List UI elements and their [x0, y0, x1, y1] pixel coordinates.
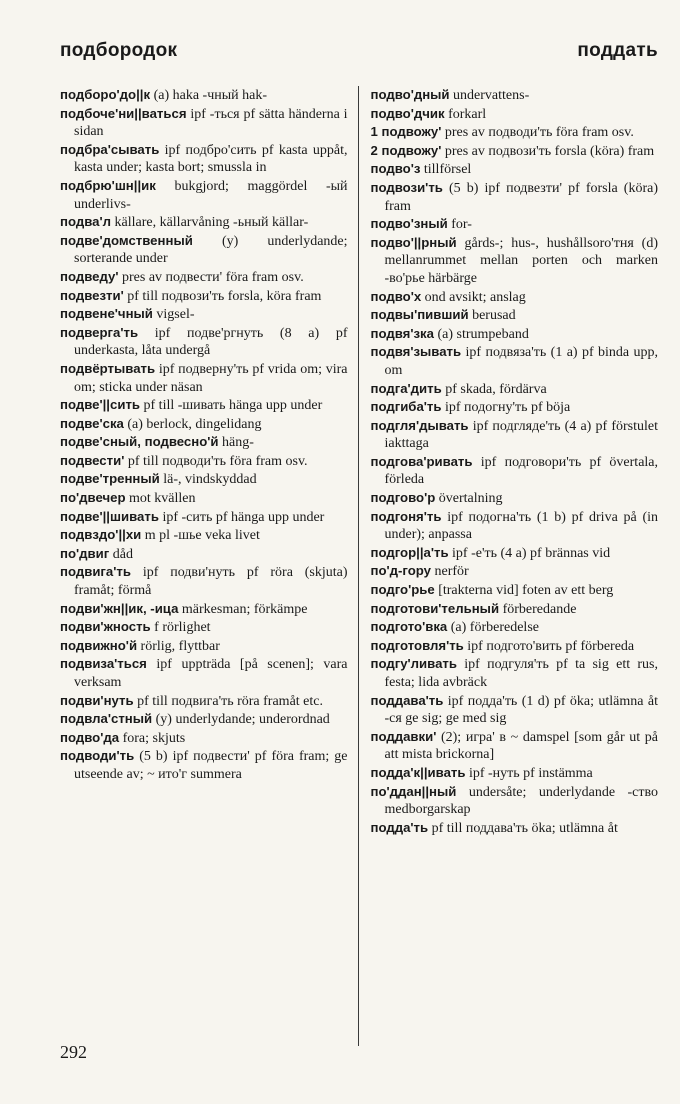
entry-definition: (a) förberedelse	[450, 620, 539, 636]
dictionary-entry	[370, 692, 658, 728]
dictionary-entry	[370, 160, 658, 179]
dictionary-entry	[60, 433, 348, 452]
dictionary-columns	[60, 86, 658, 1046]
entry-definition: pf till -шивать hänga upp under	[143, 398, 323, 414]
entry-definition: pf till подвига'ть röra framåt etc.	[137, 693, 323, 709]
entry-headword: подва'л	[60, 214, 111, 230]
dictionary-entry	[370, 783, 658, 819]
entry-headword: подгото'вка	[370, 619, 448, 635]
dictionary-entry	[60, 489, 348, 508]
dictionary-entry	[60, 305, 348, 324]
entry-definition: m pl -шье veka livet	[144, 528, 260, 544]
entry-definition: pf till подвози'ть forsla, köra fram	[127, 288, 322, 304]
entry-headword: подвла'стный	[60, 711, 153, 727]
entry-definition: ipf подогна'ть (1 b) pf driva på (in under); anpassa	[384, 509, 658, 543]
entry-headword: подви'нуть	[60, 692, 134, 708]
dictionary-entry	[370, 398, 658, 417]
entry-headword: подве'||шивать	[60, 508, 159, 524]
dictionary-entry	[60, 637, 348, 656]
dictionary-entry	[60, 177, 348, 213]
dictionary-entry	[370, 600, 658, 619]
entry-headword: подвёртывать	[60, 360, 156, 376]
entry-headword: подве'||сить	[60, 397, 141, 413]
entry-definition: ipf подбро'сить pf kasta uppåt, kasta under; kasta bort; smussla in	[74, 142, 348, 176]
entry-definition: (5 b) ipf подвести' pf föra fram; ge utseende av; ~ итo'г summera	[74, 749, 348, 782]
dictionary-entry	[60, 324, 348, 360]
entry-definition: mot kvällen	[129, 491, 196, 507]
entry-definition: for-	[451, 217, 472, 233]
entry-definition: ipf подда'ть (1 d) pf öka; utlämna åt -ся ge sig; ge med sig	[384, 693, 658, 727]
entry-definition: vigsel-	[156, 307, 195, 323]
entry-headword: подборо'до||к	[60, 87, 151, 102]
entry-definition: övertalning	[438, 491, 503, 507]
entry-definition: tillförsel	[423, 162, 472, 178]
entry-headword: подгиба'ть	[370, 399, 442, 415]
dictionary-entry	[370, 380, 658, 399]
dictionary-entry	[60, 545, 348, 564]
entry-headword: подго'рье	[370, 582, 435, 598]
left-guide-word: подбородок	[60, 40, 178, 61]
entry-definition: (a) berlock, dingelidang	[127, 416, 262, 432]
entry-headword: подвя'зка	[370, 325, 434, 341]
entry-headword: по'двечер	[60, 490, 126, 506]
entry-definition: fora; skjuts	[122, 730, 186, 746]
entry-headword: подво'||рный	[370, 234, 457, 250]
entry-definition: ipf подогну'ть pf böja	[444, 400, 571, 416]
dictionary-entry	[60, 232, 348, 268]
entry-definition: märkesman; förkämpe	[181, 601, 308, 617]
dictionary-entry	[60, 729, 348, 748]
left-column	[60, 86, 358, 1046]
entry-headword: подви'жность	[60, 619, 151, 635]
entry-headword: подве'ска	[60, 415, 124, 431]
entry-definition: pres av подводи'ть föra fram osv.	[444, 125, 634, 141]
entry-definition: undersåte; underlydande -ство medborgarskap	[384, 784, 658, 818]
entry-definition: ipf uppträda [på scenen]; vara verksam	[74, 657, 348, 690]
right-column	[358, 86, 658, 1046]
entry-headword: подвезти'	[60, 287, 124, 303]
entry-headword: 1 подвожу'	[370, 124, 442, 140]
entry-headword: подгово'р	[370, 490, 436, 506]
entry-definition: dåd	[112, 546, 133, 562]
entry-headword: подвя'зывать	[370, 344, 462, 360]
dictionary-entry	[60, 618, 348, 637]
entry-definition: pf till поддава'ть öka; utlämna åt	[431, 820, 618, 836]
dictionary-entry	[370, 179, 658, 215]
dictionary-entry	[370, 325, 658, 344]
dictionary-entry	[370, 562, 658, 581]
entry-headword: подви'жн||ик, -ица	[60, 600, 179, 616]
dictionary-entry	[60, 287, 348, 306]
dictionary-entry	[370, 819, 658, 838]
dictionary-entry	[60, 655, 348, 691]
entry-headword: подводи'ть	[60, 748, 135, 764]
entry-headword: подво'х	[370, 288, 422, 304]
entry-definition: (a) strumpeband	[437, 326, 529, 342]
entry-headword: подгова'ривать	[370, 453, 473, 469]
entry-definition: (a) haka -чный hak-	[153, 88, 268, 103]
entry-definition: berusad	[472, 308, 516, 324]
entry-definition: (у) underlydande; sorterande under	[74, 233, 348, 267]
entry-definition: (у) underlydande; underordnad	[155, 712, 330, 728]
dictionary-entry	[370, 581, 658, 600]
dictionary-entry	[60, 710, 348, 729]
entry-headword: подведу'	[60, 268, 119, 284]
entry-definition: förberedande	[502, 601, 577, 617]
entry-headword: подга'дить	[370, 380, 442, 396]
entry-definition: ipf -сить pf hänga upp under	[162, 509, 325, 525]
dictionary-entry	[370, 142, 658, 161]
entry-headword: подвы'пивший	[370, 307, 469, 323]
entry-headword: подверга'ть	[60, 324, 139, 340]
entry-definition: ipf -нуть pf instämma	[468, 765, 593, 781]
dictionary-entry	[370, 489, 658, 508]
entry-definition: pres av подвести' föra fram osv.	[122, 269, 304, 285]
entry-headword: по'двиг	[60, 545, 110, 561]
dictionary-entry	[60, 213, 348, 232]
entry-definition: nerför	[434, 564, 469, 580]
dictionary-entry	[370, 306, 658, 325]
entry-headword: подвздо'||хи	[60, 527, 142, 543]
dictionary-entry	[370, 288, 658, 307]
entry-headword: подбра'сывать	[60, 141, 160, 157]
entry-headword: подвести'	[60, 452, 125, 468]
dictionary-entry	[60, 415, 348, 434]
entry-definition: ipf подвяза'ть (1 a) pf binda upp, om	[384, 345, 658, 378]
entry-headword: поддава'ть	[370, 692, 444, 708]
entry-headword: подво'дчик	[370, 105, 445, 121]
right-guide-word: поддать	[577, 40, 658, 61]
entry-definition: ipf подве'ргнуть (8 a) pf underkasta, låta undergå	[74, 325, 348, 359]
entry-definition: ipf подгуля'ть pf ta sig ett rus, festa; lida avbräck	[384, 657, 658, 690]
dictionary-entry	[60, 360, 348, 396]
entry-headword: подво'зный	[370, 216, 448, 232]
dictionary-entry	[370, 764, 658, 783]
entry-headword: подгор||а'ть	[370, 544, 449, 560]
entry-definition: ipf -е'ть (4 a) pf brännas vid	[452, 545, 611, 561]
dictionary-entry	[370, 215, 658, 234]
entry-headword: подвози'ть	[370, 179, 443, 195]
entry-headword: подво'з	[370, 161, 421, 177]
dictionary-entry	[370, 453, 658, 489]
dictionary-entry	[60, 563, 348, 599]
dictionary-entry	[370, 637, 658, 656]
entry-definition: ipf подви'нуть pf röra (skjuta) framåt; förmå	[74, 565, 348, 599]
entry-headword: по'д-гору	[370, 563, 431, 579]
dictionary-entry	[60, 600, 348, 619]
page-number: 292	[60, 1042, 87, 1062]
entry-headword: подвига'ть	[60, 564, 131, 580]
dictionary-entry	[370, 105, 658, 124]
entry-headword: подве'сный, подвесно'й	[60, 434, 219, 450]
dictionary-entry	[60, 692, 348, 711]
dictionary-entry	[60, 508, 348, 527]
dictionary-entry	[60, 396, 348, 415]
entry-headword: подгу'ливать	[370, 656, 457, 672]
entry-definition: ipf подгляде'ть (4 a) pf förstulet iakttaga	[384, 418, 658, 452]
entry-headword: подготовля'ть	[370, 637, 464, 653]
entry-definition: lä-, vindskyddad	[163, 472, 257, 488]
entry-headword: 2 подвожу'	[370, 142, 442, 158]
entry-definition: undervattens-	[453, 88, 530, 103]
entry-definition: källare, källarvåning -ьный källar-	[114, 215, 309, 231]
entry-headword: по'ддан||ный	[370, 783, 457, 799]
entry-definition: ipf -ться pf sätta händerna i sidan	[74, 106, 348, 140]
entry-headword: поддa'к||ивать	[370, 764, 466, 780]
dictionary-entry	[370, 655, 658, 691]
entry-definition: häng-	[222, 435, 254, 451]
entry-headword: подво'дный	[370, 87, 450, 102]
dictionary-entry	[60, 268, 348, 287]
dictionary-entry	[60, 747, 348, 783]
dictionary-entry	[370, 343, 658, 379]
entry-headword: подвижно'й	[60, 637, 138, 653]
dictionary-entry	[370, 544, 658, 563]
entry-definition: pf till подводи'ть föra fram osv.	[127, 453, 308, 469]
entry-headword: поддавки'	[370, 728, 437, 744]
entry-definition: gårds-; hus-, hushållsorо'тня (d) mellanrummet mellan porten och marken -во'рье härbärge	[384, 235, 658, 286]
dictionary-entry	[60, 105, 348, 141]
dictionary-entry	[370, 123, 658, 142]
entry-headword: подгоня'ть	[370, 508, 442, 524]
dictionary-entry	[370, 618, 658, 637]
entry-headword: подвиза'ться	[60, 656, 147, 672]
entry-headword: подда'ть	[370, 819, 429, 835]
entry-headword: подбрю'шн||ик	[60, 177, 156, 193]
dictionary-entry	[370, 417, 658, 453]
entry-definition: ipf подгото'вить pf förbereda	[467, 638, 635, 654]
entry-definition: bukgjord; maggördel -ый underlivs-	[74, 178, 348, 212]
entry-definition: pf skada, fördärva	[445, 381, 547, 397]
entry-definition: rörlig, flyttbar	[140, 638, 220, 654]
dictionary-entry	[370, 234, 658, 288]
entry-definition: ipf подговори'ть pf övertala, förleda	[384, 454, 658, 488]
entry-headword: подготови'тельный	[370, 600, 500, 616]
entry-definition: ipf подверну'ть pf vrida om; vira om; sticka under näsan	[74, 361, 348, 395]
dictionary-entry	[370, 728, 658, 764]
dictionary-entry	[60, 141, 348, 177]
entry-definition: ond avsikt; anslag	[424, 289, 526, 305]
entry-definition: (2); игра' в ~ damspel [som går ut på att mista brickorna]	[384, 729, 658, 763]
entry-definition: [trakterna vid] foten av ett berg	[438, 583, 614, 599]
dictionary-entry	[370, 508, 658, 544]
dictionary-entry	[370, 86, 658, 105]
entry-headword: подве'тренный	[60, 471, 160, 487]
dictionary-entry	[60, 86, 348, 105]
dictionary-entry	[60, 452, 348, 471]
dictionary-entry	[60, 526, 348, 545]
entry-definition: pres av подвози'ть forsla (köra) fram	[444, 143, 655, 159]
entry-headword: подве'домственный	[60, 232, 193, 248]
dictionary-entry	[60, 470, 348, 489]
entry-headword: подвене'чный	[60, 306, 153, 322]
entry-headword: подво'да	[60, 729, 120, 745]
entry-definition: f rörlighet	[154, 620, 211, 636]
entry-definition: forkarl	[448, 106, 487, 122]
entry-headword: подбоче'ни||ваться	[60, 105, 187, 121]
entry-headword: подгля'дывать	[370, 417, 469, 433]
entry-definition: (5 b) ipf подвезти' pf forsla (köra) fram	[384, 180, 658, 214]
running-head	[60, 40, 658, 62]
